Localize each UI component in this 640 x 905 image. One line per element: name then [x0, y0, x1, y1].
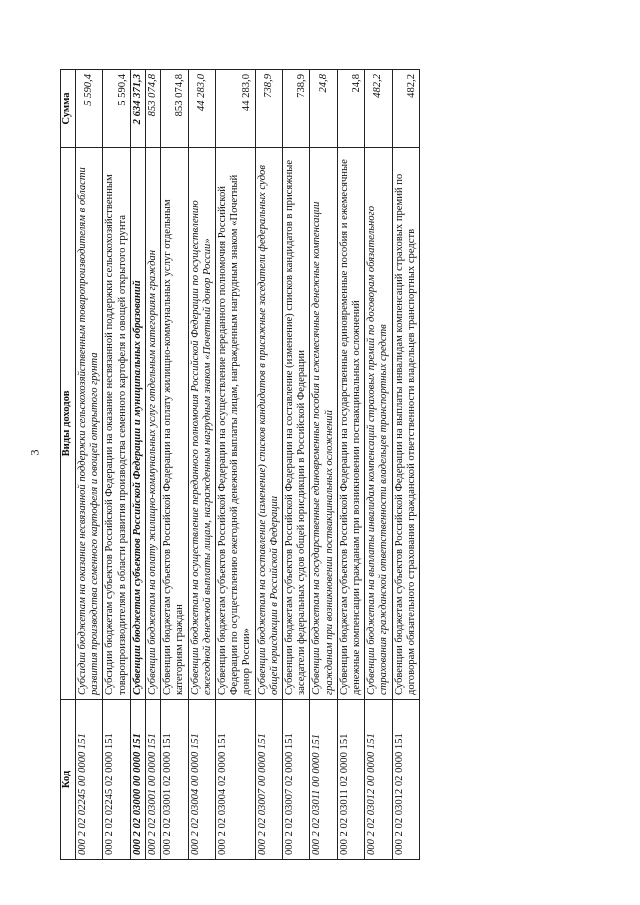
- cell-code: 000 2 02 03011 00 0000 151: [310, 700, 337, 860]
- cell-sum: 5 590,4: [76, 70, 103, 148]
- table-row: [365, 70, 392, 860]
- cell-code: 000 2 02 03004 00 0000 151: [188, 700, 215, 860]
- cell-sum: 853 074,8: [161, 70, 188, 148]
- table-row: [255, 70, 282, 860]
- cell-sum: 482,2: [392, 70, 419, 148]
- cell-name: Субвенции бюджетам на выплаты инвалидам компенсаций страховых премий по договорам обязательного страхования гражданской ответственности владельцев транспортных средств: [365, 148, 392, 700]
- cell-code: 000 2 02 03012 00 0000 151: [365, 700, 392, 860]
- cell-name: Субвенции бюджетам на оплату жилищно-коммунальных услуг отдельным категориям граждан: [146, 148, 161, 700]
- header-name: Виды доходов: [61, 148, 76, 700]
- cell-code: 000 2 02 03012 02 0000 151: [392, 700, 419, 860]
- revenue-table: [60, 69, 420, 860]
- cell-code: 000 2 02 03007 02 0000 151: [283, 700, 310, 860]
- cell-sum: 24,8: [310, 70, 337, 148]
- cell-code: 000 2 02 03007 00 0000 151: [255, 700, 282, 860]
- table-row: [337, 70, 364, 860]
- table-header-row: [61, 70, 76, 860]
- table-row: [161, 70, 188, 860]
- cell-code: 000 2 02 02245 02 0000 151: [103, 700, 130, 860]
- cell-name: Субсидии бюджетам на оказание несвязанной поддержки сельскохозяйственным товаропроизводителям в области развития производства семенного картофеля и овощей открытого грунта: [76, 148, 103, 700]
- cell-code: 000 2 02 02245 00 0000 151: [76, 700, 103, 860]
- cell-code: 000 2 02 03004 02 0000 151: [216, 700, 256, 860]
- header-sum: Сумма: [61, 70, 76, 148]
- cell-name: Субвенции бюджетам субъектов Российской Федерации на государственные единовременные пособия и ежемесячные денежные компенсации гражданам при возникновении поствакцинальных осложнений: [337, 148, 364, 700]
- cell-code: 000 2 02 03001 02 0000 151: [161, 700, 188, 860]
- table-body: [76, 70, 420, 860]
- cell-sum: 738,9: [255, 70, 282, 148]
- rotated-table-wrapper: [60, 70, 582, 860]
- page-number: 3: [27, 449, 42, 456]
- cell-name: Субвенции бюджетам субъектов Российской Федерации на выплаты инвалидам компенсаций страховых премий по договорам обязательного страхования гражданской ответственности владельцев транспортных средств: [392, 148, 419, 700]
- cell-sum: 24,8: [337, 70, 364, 148]
- cell-code: 000 2 02 03001 00 0000 151: [146, 700, 161, 860]
- cell-name: Субвенции бюджетам на осуществление переданного полномочия Российской Федерации по осуществлению ежегодной денежной выплаты лицам, награжденным нагрудным знаком «Почетный донор России»: [188, 148, 215, 700]
- header-code: Код: [61, 700, 76, 860]
- cell-name: Субвенции бюджетам субъектов Российской Федерации на осуществление переданного полномочия Российской Федерации по осуществлению ежегодной денежной выплаты лицам, награжденным нагрудным знаком «Почетный донор России»: [216, 148, 256, 700]
- cell-name: Субвенции бюджетам на составление (изменение) списков кандидатов в присяжные заседатели федеральных судов общей юрисдикции в Российской Федерации: [255, 148, 282, 700]
- cell-sum: 738,9: [283, 70, 310, 148]
- table-row: [188, 70, 215, 860]
- cell-name: Субвенции бюджетам субъектов Российской Федерации и муниципальных образований: [130, 148, 145, 700]
- cell-code: 000 2 02 03000 00 0000 151: [130, 700, 145, 860]
- table-row: [130, 70, 145, 860]
- table-row: [216, 70, 256, 860]
- table-row: [283, 70, 310, 860]
- cell-sum: 5 590,4: [103, 70, 130, 148]
- cell-name: Субвенции бюджетам на государственные единовременные пособия и ежемесячные денежные компенсации гражданам при возникновении поствакцинальных осложнений: [310, 148, 337, 700]
- cell-name: Субсидии бюджетам субъектов Российской Федерации на оказание несвязанной поддержки сельскохозяйственным товаропроизводителям в области развития производства семенного картофеля и овощей открытого грунта: [103, 148, 130, 700]
- table-row: [310, 70, 337, 860]
- table-row: [392, 70, 419, 860]
- table-row: [76, 70, 103, 860]
- cell-sum: 2 634 371,3: [130, 70, 145, 148]
- cell-sum: 853 074,8: [146, 70, 161, 148]
- cell-sum: 482,2: [365, 70, 392, 148]
- cell-sum: 44 283,0: [216, 70, 256, 148]
- cell-code: 000 2 02 03011 02 0000 151: [337, 700, 364, 860]
- cell-sum: 44 283,0: [188, 70, 215, 148]
- table-row: [103, 70, 130, 860]
- table-row: [146, 70, 161, 860]
- page-content: [60, 70, 582, 860]
- cell-name: Субвенции бюджетам субъектов Российской Федерации на оплату жилищно-коммунальных услуг отдельным категориям граждан: [161, 148, 188, 700]
- cell-name: Субвенции бюджетам субъектов Российской Федерации на составление (изменение) списков кандидатов в присяжные заседатели федеральных судов общей юрисдикции в Российской Федерации: [283, 148, 310, 700]
